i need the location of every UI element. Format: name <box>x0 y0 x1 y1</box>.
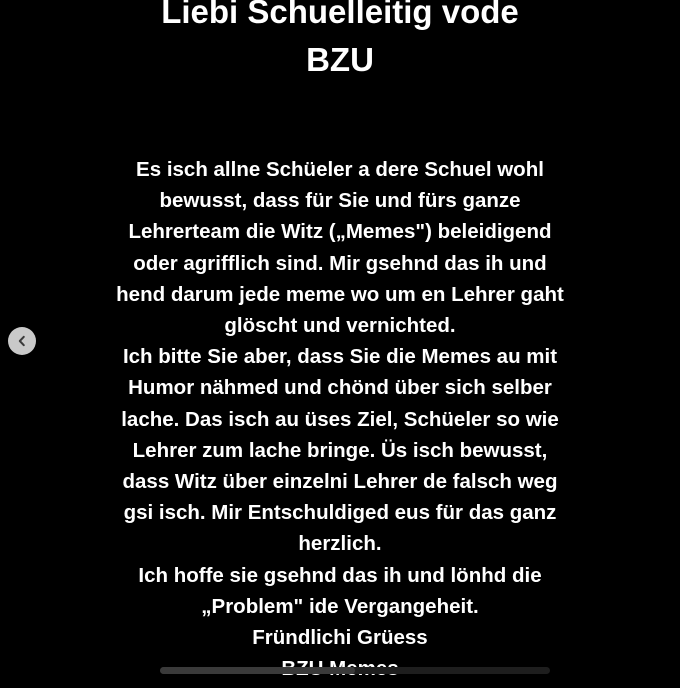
body-line: bewusst, dass für Sie und fürs ganze <box>159 189 521 213</box>
post-body <box>60 154 620 684</box>
body-line: Lehrer zum lache bringe. Üs isch bewusst, <box>132 438 548 462</box>
body-line: herzlich. <box>298 532 382 556</box>
post-title <box>0 0 680 84</box>
post-title-line: BZU <box>306 41 374 78</box>
post-title-line: Liebi Schuelleitig vode <box>161 0 519 30</box>
body-line: Ich hoffe sie gsehnd das ih und lönhd die <box>138 563 542 587</box>
body-line: gsi isch. Mir Entschuldiged eus für das ganz <box>123 501 557 525</box>
body-line: Es isch allne Schüeler a dere Schuel wohl <box>136 158 544 181</box>
story-progress-fill <box>160 667 355 674</box>
body-line: Lehrerteam die Witz („Memes") beleidigend <box>128 220 552 244</box>
body-line: lache. Das isch au üses Ziel, Schüeler so wie <box>121 407 559 431</box>
body-line: glöscht und vernichted. <box>224 314 456 338</box>
story-progress-bar <box>160 667 550 674</box>
previous-button[interactable] <box>8 327 36 355</box>
body-line: hend darum jede meme wo um en Lehrer gaht <box>116 282 564 306</box>
body-line: Fründlichi Grüess <box>252 626 428 650</box>
body-line: Ich bitte Sie aber, dass Sie die Memes au mit <box>122 345 558 369</box>
body-line: oder agrifflich sind. Mir gsehnd das ih und <box>133 251 547 275</box>
body-line: „Problem" ide Vergangeheit. <box>201 594 479 618</box>
body-line: dass Witz über einzelni Lehrer de falsch weg <box>122 470 558 494</box>
body-line: Humor nähmed und chönd über sich selber <box>128 376 552 400</box>
chevron-left-icon <box>16 335 28 347</box>
